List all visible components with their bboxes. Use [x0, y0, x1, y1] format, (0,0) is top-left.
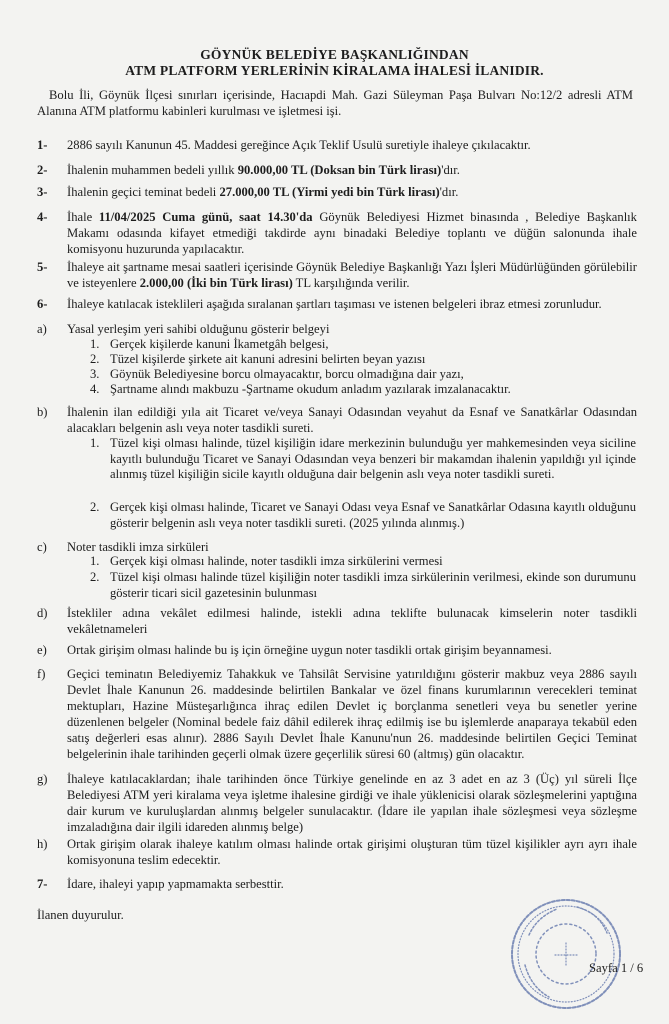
item-number: 5-: [37, 260, 48, 274]
item-number: 3-: [37, 185, 48, 199]
section-text: Yasal yerleşim yeri sahibi olduğunu gösterir belgeyi: [67, 322, 330, 336]
item-text-bold: 2.000,00 (İki bin Türk lirası): [139, 276, 293, 290]
sub-item-number: 1.: [90, 337, 100, 351]
item-number: 4-: [37, 210, 48, 224]
list-item: [37, 296, 637, 312]
page-number: Sayfa 1 / 6: [589, 961, 644, 975]
list-item: [37, 137, 637, 153]
sub-item-number: 3.: [90, 367, 100, 381]
sub-item: [90, 367, 636, 383]
item-text-post: 'dır.: [441, 163, 460, 177]
list-item: [37, 876, 637, 892]
item-text-pre: İhale: [67, 210, 99, 224]
item-number: 1-: [37, 138, 48, 152]
list-item: [37, 259, 637, 291]
official-stamp-icon: [507, 895, 625, 1013]
page-title-line2: ATM PLATFORM YERLERİNİN KİRALAMA İHALESİ İLANIDIR.: [125, 63, 544, 78]
section-label: f): [37, 667, 46, 681]
item-text: İdare, ihaleyi yapıp yapmamakta serbesttir.: [67, 877, 284, 891]
section-h: [37, 836, 637, 868]
item-text-post: 'dır.: [439, 185, 459, 199]
section-text: Geçici teminatın Belediyemiz Tahakkuk ve Tahsilât Servisine yatırıldığını gösterir makbuz veya 2886 sayılı Devlet İhale Kanunun 26. maddesinde belirtilen Bankalar ve özel finans kurumlarının verecekleri teminat mektupları, Hazine Müsteşarlığınca ihraç edilen Devlet iç borçlanma senetleri veya bu senetler yerine düzenlenen belgeler (Nominal bedele faiz dâhil edilerek ihraç edilmiş ise bu işlemlerde anaparaya tekabül eden satış değerleri esas alınır). 2886 Sayılı Devlet İhale Kanunu'nun 26. maddesinde belirtilen Geçici Teminat belgelerinin ihale tarihinden geçerli olmak üzere geçerlilik süresi 60 (altmış) gün olacaktır.: [67, 667, 637, 761]
section-label: e): [37, 643, 47, 657]
item-text-post: TL karşılığında verilir.: [292, 276, 410, 290]
closing-text: İlanen duyurulur.: [37, 908, 124, 922]
list-item: [37, 184, 637, 200]
item-text: İhaleye katılacak isteklileri aşağıda sıralanan şartları taşıması ve istenen belgeleri ibraz etmesi zorunludur.: [67, 297, 602, 311]
section-g: [37, 771, 637, 835]
item-number: 2-: [37, 163, 48, 177]
sub-item-number: 4.: [90, 382, 100, 396]
section-text: Ortak girişim olması halinde bu iş için örneğine uygun noter tasdikli ortak girişim beyannamesi.: [67, 643, 552, 657]
sub-item: [90, 500, 636, 531]
sub-item: [90, 570, 636, 601]
section-text: İhaleye katılacaklardan; ihale tarihinden önce Türkiye genelinde en az 3 adet en az 3 (Üç) yıl süreli İlçe Belediyesi ATM yeri kiralama veya işletme ihalesine girdiği ve ihale yüklenicisi olarak sözleşmelerini yaptığına dair kurum ve kuruluşlardan alınmış belgeler sunulacaktır. (İdare ile yapılan ihale sözleşmesi veya sözleşme imzaladığına dair ilgili idareden alınmış belge): [67, 772, 637, 834]
list-item: [37, 209, 637, 257]
sub-item-number: 1.: [90, 554, 100, 568]
section-label: c): [37, 540, 47, 554]
list-item: [37, 162, 637, 178]
sub-item-text: Tüzel kişi olması halinde, tüzel kişiliğin idare merkezinin bulunduğu yer mahkemesinden veya siciline kayıtlı bulunduğu Ticaret ve Sanayi Odasından veya benzeri bir makamdan ihalenin yapıldığı yıl içinde alınmış tüzel kişiliğin sicile kayıtlı olduğuna dair belgenin aslı veya noter tasdikli sureti.: [110, 436, 636, 481]
sub-item-text: Tüzel kişilerde şirkete ait kanuni adresini belirten beyan yazısı: [110, 352, 426, 366]
section-label: h): [37, 837, 48, 851]
item-text: 2886 sayılı Kanunun 45. Maddesi gereğince Açık Teklif Usulü suretiyle ihaleye çıkılacaktır.: [67, 138, 531, 152]
section-text: İstekliler adına vekâlet edilmesi halinde, istekli adına teklifte bulunacak kimselerin noter tasdikli vekâletnameleri: [67, 606, 637, 636]
sub-item: [90, 436, 636, 483]
section-e: [37, 642, 637, 658]
section-label: b): [37, 405, 48, 419]
page-title-line1: GÖYNÜK BELEDİYE BAŞKANLIĞINDAN: [200, 47, 469, 62]
sub-item-text: Tüzel kişi olması halinde tüzel kişiliğin noter tasdikli imza sirkülerinin verilmesi, ekinde son durumunu gösterir ticari sicil gazetesinin bulunması: [110, 570, 636, 600]
sub-item-text: Gerçek kişilerde kanuni İkametgâh belgesi,: [110, 337, 329, 351]
section-text: İhalenin ilan edildiği yıla ait Ticaret ve/veya Sanayi Odasından veyahut da Esnaf ve Sanatkârlar Odasından alacakları belgenin aslı veya noter tasdikli sureti.: [67, 405, 637, 435]
intro-paragraph: Bolu İli, Göynük İlçesi sınırları içerisinde, Hacıapdi Mah. Gazi Süleyman Paşa Bulvarı No:12/2 adresli ATM Alanına ATM platformu kabinleri kurulması ve işletmesi işi.: [37, 88, 633, 118]
sub-item-number: 1.: [90, 436, 100, 450]
section-label: g): [37, 772, 48, 786]
sub-item-text: Şartname alındı makbuzu -Şartname okudum anladım yazılarak imzalanacaktır.: [110, 382, 511, 396]
section-text: Ortak girişim olarak ihaleye katılım olması halinde ortak girişimi oluşturan tüm tüzel kişilikler ayrı ayrı ihale komisyonuna teslim edecektir.: [67, 837, 637, 867]
item-number: 7-: [37, 877, 48, 891]
sub-item-text: Gerçek kişi olması halinde, Ticaret ve Sanayi Odası veya Esnaf ve Sanatkârlar Odasına kayıtlı olduğunu gösterir belgenin aslı veya noter tasdikli sureti. (2025 yılında alınmış.): [110, 500, 636, 530]
item-number: 6-: [37, 297, 48, 311]
sub-item-number: 2.: [90, 352, 100, 366]
section-d: [37, 605, 637, 637]
section-c: [37, 539, 637, 555]
item-text: [67, 162, 637, 178]
item-text-pre: İhaleye ait şartname mesai saatleri içerisinde Göynük Belediye Başkanlığı Yazı İşleri Müdürlüğünden görülebilir ve isteyenlere: [67, 260, 637, 290]
item-text-bold: 90.000,00 TL (Doksan bin Türk lirası): [237, 163, 442, 177]
item-text-post: Göynük Belediyesi Hizmet binasında , Belediye Başkanlık Makamı odasında kifayet etmediği takdirde aynı binadaki Belediye toplantı ve düğün salonunda ihale komisyonu huzurunda yapılacaktır.: [67, 210, 637, 256]
section-label: d): [37, 606, 48, 620]
sub-item-number: 2.: [90, 570, 100, 584]
section-label: a): [37, 322, 47, 336]
item-text: [67, 209, 637, 257]
item-text-pre: İhalenin geçici teminat bedeli: [67, 185, 220, 199]
section-f: [37, 666, 637, 762]
sub-item: [90, 382, 636, 398]
sub-item: [90, 352, 636, 368]
sub-item: [90, 337, 636, 353]
item-text-bold: 11/04/2025 Cuma günü, saat 14.30'da: [98, 210, 313, 224]
sub-item-text: Göynük Belediyesine borcu olmayacaktır, borcu olmadığına dair yazı,: [110, 367, 464, 381]
section-text: Noter tasdikli imza sirküleri: [67, 540, 209, 554]
sub-item-text: Gerçek kişi olması halinde, noter tasdikli imza sirkülerini vermesi: [110, 554, 443, 568]
item-text: [67, 184, 637, 200]
item-text-bold: 27.000,00 TL (Yirmi yedi bin Türk lirası): [219, 185, 440, 199]
item-text: [67, 259, 637, 291]
item-text-pre: İhalenin muhammen bedeli yıllık: [67, 163, 238, 177]
section-a: [37, 321, 637, 337]
sub-item-number: 2.: [90, 500, 100, 514]
sub-item: [90, 554, 636, 570]
section-b: [37, 404, 637, 436]
